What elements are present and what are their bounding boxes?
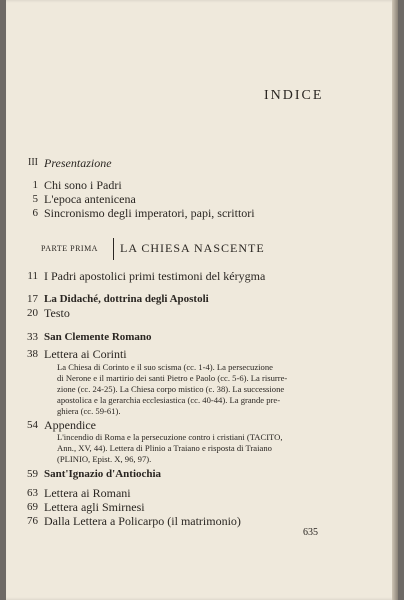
- toc-entry-title: Sincronismo degli imperatori, papi, scrittori: [44, 206, 255, 220]
- book-page: [6, 0, 398, 600]
- toc-page-number: 6: [32, 207, 38, 219]
- toc-page-number: III: [28, 157, 38, 168]
- entry-summary: [57, 362, 351, 417]
- summary-line: (PLINIO, Epist. X, 96, 97).: [57, 454, 152, 464]
- toc-row: [6, 329, 398, 345]
- part-title: LA CHIESA NASCENTE: [120, 241, 265, 255]
- summary-line: La Chiesa di Corinto e il suo scisma (cc. 1-4). La persecuzione: [57, 362, 273, 372]
- toc-row: [6, 466, 398, 482]
- entry-summary: [57, 432, 351, 465]
- toc-row: [6, 513, 398, 529]
- toc-row: [6, 346, 398, 362]
- toc-page-number: 69: [27, 501, 38, 513]
- toc-entry-title: Dalla Lettera a Policarpo (il matrimonio): [44, 514, 241, 528]
- toc-entry-title: I Padri apostolici primi testimoni del kérygma: [44, 269, 266, 283]
- toc-page-number: 54: [27, 419, 38, 431]
- toc-entry-title: La Didaché, dottrina degli Apostoli: [44, 293, 209, 305]
- toc-row: [6, 268, 398, 284]
- toc-row: [6, 155, 398, 171]
- summary-line: di Nerone e il martirio dei santi Pietro e Paolo (cc. 5-6). La risurre-: [57, 373, 288, 383]
- toc-page-number: 20: [27, 307, 38, 319]
- toc-page-number: 59: [27, 468, 38, 480]
- part-divider: [113, 238, 114, 260]
- toc-page-number: 63: [27, 487, 38, 499]
- toc-entry-title: Lettera ai Romani: [44, 486, 131, 500]
- toc-entry-title: L'epoca antenicena: [44, 192, 136, 206]
- summary-line: apostolica e la gerarchia ecclesiastica (cc. 40-44). La grande pre-: [57, 395, 281, 405]
- part-label: PARTE PRIMA: [41, 244, 98, 253]
- toc-entry-title: Appendice: [44, 418, 96, 432]
- toc-page-number: 1: [32, 179, 38, 191]
- summary-line: Ann., XV, 44). Lettera di Plinio a Traiano e risposta di Traiano: [57, 443, 272, 453]
- toc-entry-title: Presentazione: [44, 156, 112, 170]
- toc-row: [6, 305, 398, 321]
- toc-entry-title: Lettera agli Smirnesi: [44, 500, 145, 514]
- toc-page-number: 38: [27, 348, 38, 360]
- index-title: INDICE: [264, 88, 324, 103]
- toc-page-number: 76: [27, 515, 38, 527]
- summary-line: zione (cc. 24-25). La Chiesa corpo mistico (c. 38). La successione: [57, 384, 285, 394]
- toc-page-number: 5: [32, 193, 38, 205]
- toc-row: [6, 417, 398, 433]
- summary-line: ghiera (cc. 59-61).: [57, 406, 121, 416]
- toc-row: [6, 205, 398, 221]
- toc-page-number: 33: [27, 331, 38, 343]
- toc-entry-title: Lettera ai Corinti: [44, 347, 127, 361]
- toc-entry-title: Sant'Ignazio d'Antiochia: [44, 468, 162, 480]
- toc-page-number: 11: [27, 270, 38, 282]
- page-number: 635: [303, 527, 318, 538]
- toc-entry-title: San Clemente Romano: [44, 331, 152, 343]
- toc-entry-title: Chi sono i Padri: [44, 178, 122, 192]
- toc-entry-title: Testo: [44, 306, 70, 320]
- toc-page-number: 17: [27, 293, 38, 305]
- summary-line: L'incendio di Roma e la persecuzione contro i cristiani (TACITO,: [57, 432, 283, 442]
